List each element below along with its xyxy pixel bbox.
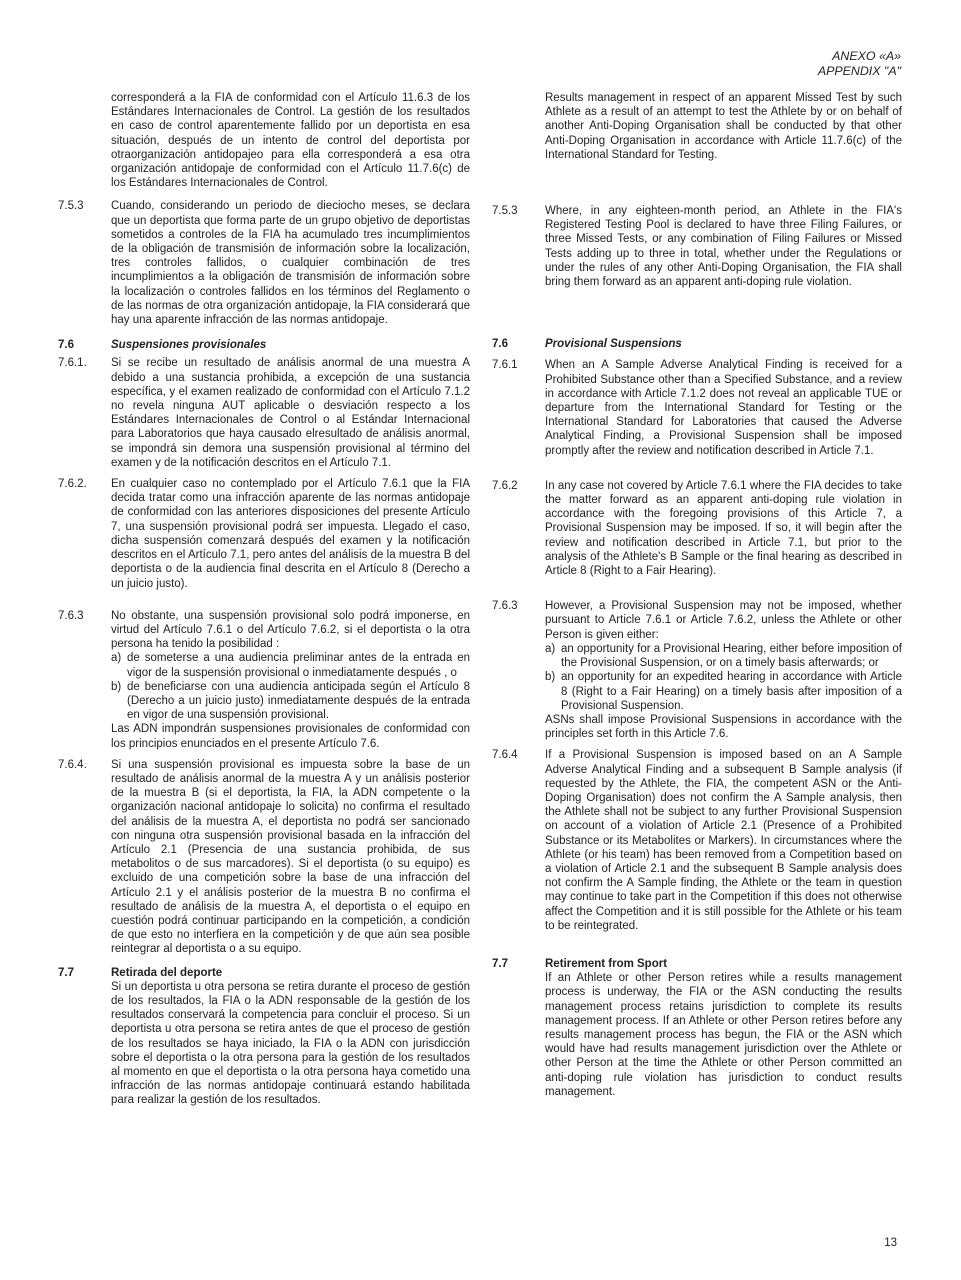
- en-item-a: [545, 642, 902, 670]
- es-text-7-6-2: En cualquier caso no contemplado por el Artículo 7.6.1 que la FIA decida tratar como una infracción aparente de las normas antidopaje de conformidad con las anteriores disposiciones del presente Artículo 7, una suspensión provisional podrá ser impuesta. Llegado el caso, dicha suspensión comenzará después del examen y la notificación descritos en el Artículo 7.1, pero antes del análisis de la muestra B del deportista o de la audiencia final descrita en el Artículo 8 (Derecho a un juicio justo).: [111, 478, 470, 590]
- spanish-column: [58, 91, 470, 1108]
- en-text-7-7: If an Athlete or other Person retires while a results management process is underway, the FIA or the ASN conducting the results management process retains jurisdiction to complete its results management process. If an Athlete or other Person retires before any results management process has begun, the FIA or the ASN which would have had results management jurisdiction over the Athlete or other Person at the time the Athlete or other Person committed an anti-doping rule violation has jurisdiction to conduct results management.: [545, 972, 902, 1098]
- en-num-7-6-4: 7.6.4: [492, 749, 518, 762]
- es-item-a: [111, 651, 470, 679]
- en-section-7-5-3: [492, 204, 902, 289]
- es-text-7-6-1: Si se recibe un resultado de análisis anormal de una muestra A debido a una sustancia prohibida, a excepción de una sustancia específica, y el examen realizado de conformidad con el Artículo 7.1.2 no revela ninguna AUT aplicable o desviación respecto a los Estándares Internacionales de Control o al Estándar Internacional para Laboratorios que haya causado elresultado de análisis anormal, se impondrá sin demora una suspensión provisional al término del examen y de la notificación descritos en el Artículo 7.1.: [111, 357, 470, 469]
- es-item-b: [111, 680, 470, 723]
- en-title-7-6: Provisional Suspensions: [545, 338, 682, 351]
- en-text-7-6-3: However, a Provisional Suspension may not be imposed, whether pursuant to Article 7.6.1 or Article 7.6.2, unless the Athlete or other Person is given either:: [545, 600, 902, 641]
- es-text-7-6-4: Si una suspensión provisional es impuesta sobre la base de un resultado de análisis anormal de la muestra A y un análisis posterior de la muestra B (si el deportista, la FIA, la ADN competente o la organización nacional antidopaje lo solicita) no confirma el resultado del análisis de la muestra A, el deportista no podrá ser sancionado con ninguna otra suspensión provisional basada en la infracción del Artículo 2.1 (Presencia de una sustancia prohibida, de sus metabolitos o de sus marcadores). Si el deportista (o su equipo) es excluido de una competición sobre la base de una infracción del Artículo 2.1 y el análisis posterior de la muestra B no confirma el resultado de análisis de la muestra A, el deportista o el equipo en cuestión podrá continuar participando en la competición, a condición de que esto no interfiera en la competición y de que aún sea posible reintegrar al deportista o a su equipo.: [111, 758, 470, 956]
- es-closing-7-6-3: Las ADN impondrán suspensiones provisionales de conformidad con los principios enunciados en el presente Artículo 7.6.: [111, 723, 470, 750]
- en-num-7-6-1: 7.6.1: [492, 359, 518, 372]
- es-section-7-7: [58, 966, 470, 1108]
- es-title-7-7: Retirada del deporte: [111, 966, 223, 979]
- es-num-7-6-3: 7.6.3: [58, 609, 84, 622]
- en-text-7-5-3: Where, in any eighteen-month period, an Athlete in the FIA's Registered Testing Pool is declared to have three Filing Failures, or three Missed Tests, or any combination of Filing Failures or Missed Tests adding up to three in total, whether under the Regulations or under the rules of any other Anti-Doping Organisation, the FIA shall bring them forward as an apparent anti-doping rule violation.: [545, 205, 902, 289]
- en-section-7-7: [492, 957, 902, 1099]
- es-item-a-label: a): [111, 652, 122, 665]
- en-section-7-6-3: [492, 599, 902, 741]
- en-text-7-6-4: If a Provisional Suspension is imposed based on an A Sample Adverse Analytical Finding and a subsequent B Sample analysis (if requested by the Athlete, the FIA, the competent ASN or the Anti-Doping Organisation) does not confirm the A Sample analysis, then the Athlete shall not be subject to any further Provisional Suspension on account of a violation of Article 2.1 (Presence of a Prohibited Substance or its Metabolites or Markers). In circumstances where the Athlete (or his team) has been removed from a Competition based on a violation of Article 2.1 and the subsequent B Sample analysis does not confirm the A Sample finding, the Athlete or the team in question may continue to take part in the Competition if this does not otherwise affect the Competition and it is still possible for the Athlete or his team to be reintegrated.: [545, 749, 902, 932]
- en-num-7-6-2: 7.6.2: [492, 479, 518, 492]
- en-num-7-7: 7.7: [492, 957, 508, 970]
- en-item-b-label: b): [545, 671, 556, 684]
- en-section-7-6-4: [492, 748, 902, 933]
- es-num-7-6-1: 7.6.1.: [58, 357, 87, 370]
- es-item-b-text: de beneficiarse con una audiencia anticipada según el Artículo 8 (Derecho a un juicio justo) inmediatamente después de la entrada en vigor de una suspensión provisional.: [127, 680, 470, 722]
- es-section-7-5-3: [58, 199, 470, 327]
- en-text-7-6-2: In any case not covered by Article 7.6.1 where the FIA decides to take the matter forward as an apparent anti-doping rule violation in accordance with the foregoing provisions of this Article 7, a Provisional Suspension may be imposed. If so, it will begin after the review and notification described in Article 7.1, but prior to the analysis of the Athlete's B Sample or the final hearing as described in Article 8 (Right to a Fair Hearing).: [545, 479, 902, 578]
- es-intro: [58, 91, 470, 190]
- es-num-7-7: 7.7: [58, 966, 74, 979]
- en-intro: [492, 91, 902, 162]
- es-text-7-5-3: Cuando, considerando un periodo de dieciocho meses, se declara que un deportista que forma parte de un grupo objetivo de deportistas sometidos a controles de la FIA ha acumulado tres incumplimientos de la obligación de transmisión de información sobre la localización, tres controles fallidos, o cualquier combinación de tres incumplimientos a la obligación de transmisión de información sobre la localización o controles fallidos en los términos del Reglamento o de las normas de otra organización antidopaje, la FIA considerará que hay una aparente infracción de las normas antidopaje.: [111, 200, 470, 327]
- es-text-7-6-3: No obstante, una suspensión provisional solo podrá imponerse, en virtud del Artículo 7.6.1 o del Artículo 7.6.2, si el deportista o la otra persona ha tenido la posibilidad :: [111, 609, 470, 651]
- en-item-b-text: an opportunity for an expedited hearing in accordance with Article 8 (Right to a Fair Hearing) on a timely basis after imposition of a Provisional Suspension.: [561, 671, 902, 712]
- page-number: 13: [884, 1237, 897, 1249]
- es-num-7-6-2: 7.6.2.: [58, 478, 87, 491]
- en-num-7-5-3: 7.5.3: [492, 205, 518, 218]
- en-section-7-6-1: [492, 358, 902, 457]
- header-line-1: ANEXO «A»: [832, 49, 901, 63]
- en-section-7-6-2: [492, 479, 902, 578]
- en-item-b: [545, 670, 902, 713]
- english-column: [492, 91, 902, 1099]
- appendix-header: [818, 49, 901, 79]
- en-heading-7-6: [492, 337, 902, 351]
- es-text-7-7: Si un deportista u otra persona se retira durante el proceso de gestión de los resultados, la FIA o la ADN responsable de la gestión de los resultados conservará la competencia para concluir el proceso. Si un deportista u otra persona se retira antes de que el proceso de gestión de los resultados se haya iniciado, la FIA o la ADN con jurisdicción sobre el deportista o la otra persona para la gestión de los resultados al momento en que el deportista o la otra persona haya cometido una infracción de las normas antidopaje continuará estando habilitada para realizar la gestión de los resultados.: [111, 980, 470, 1107]
- en-item-a-label: a): [545, 642, 556, 655]
- en-closing-7-6-3: ASNs shall impose Provisional Suspensions in accordance with the principles set forth in this Article 7.6.: [545, 713, 902, 741]
- en-intro-text: Results management in respect of an apparent Missed Test by such Athlete as a result of an attempt to test the Athlete by or on behalf of another Anti-Doping Organisation shall be conducted by that other Anti-Doping Organisation in accordance with Article 11.7.6(c) of the International Standard for Testing.: [545, 92, 902, 161]
- es-num-7-6-4: 7.6.4.: [58, 758, 87, 771]
- es-num-7-5-3: 7.5.3: [58, 200, 84, 213]
- en-num-7-6-3: 7.6.3: [492, 600, 518, 613]
- es-intro-text: corresponderá a la FIA de conformidad con el Artículo 11.6.3 de los Estándares Internacionales de Control. La gestión de los resultados en caso de control aparentemente fallido por un deportista en esa situación, después de un intento de control del deportista por otraorganización antidopajeo para ella corresponderá a esa otra organización antidopaje de conformidad con el Artículo 11.7.6(c) de los Estándares Internacionales de Control.: [111, 92, 470, 190]
- es-item-a-text: de someterse a una audiencia preliminar antes de la entrada en vigor de la suspensión provisional o inmediatamente después , o: [127, 652, 470, 679]
- es-section-7-6-1: [58, 356, 470, 470]
- es-title-7-6: Suspensiones provisionales: [111, 339, 267, 352]
- es-num-7-6: 7.6: [58, 339, 74, 352]
- es-item-b-label: b): [111, 680, 122, 693]
- en-title-7-7: Retirement from Sport: [545, 957, 668, 970]
- en-num-7-6: 7.6: [492, 338, 508, 351]
- es-section-7-6-2: [58, 477, 470, 591]
- es-section-7-6-3: [58, 609, 470, 751]
- es-heading-7-6: [58, 338, 470, 352]
- es-section-7-6-4: [58, 758, 470, 957]
- header-line-2: APPENDIX "A": [817, 64, 901, 78]
- en-text-7-6-1: When an A Sample Adverse Analytical Finding is received for a Prohibited Substance other than a Specified Substance, and a review in accordance with Article 7.1.2 does not reveal an applicable TUE or departure from the International Standard for Testing or the International Standard for Laboratories that caused the Adverse Analytical Finding, a Provisional Suspension shall be imposed promptly after the review and notification described in Article 7.1.: [545, 359, 902, 457]
- en-item-a-text: an opportunity for a Provisional Hearing, either before imposition of the Provisional Suspension, or on a timely basis afterwards; or: [561, 642, 902, 670]
